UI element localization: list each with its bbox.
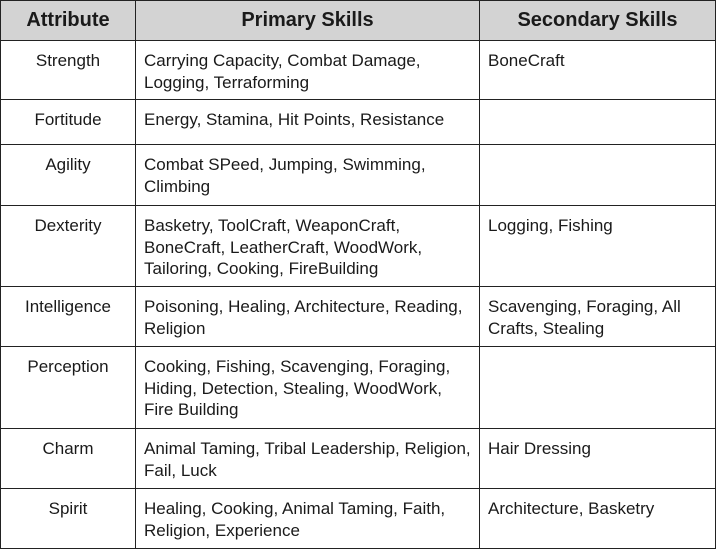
table-row [1, 489, 716, 549]
attribute-cell: Strength [1, 41, 136, 100]
secondary-skills-cell [480, 145, 716, 206]
attribute-cell: Perception [1, 347, 136, 429]
header-secondary-skills: Secondary Skills [480, 1, 716, 41]
attribute-cell: Fortitude [1, 100, 136, 145]
table-row [1, 145, 716, 206]
attribute-cell: Intelligence [1, 287, 136, 347]
table-row [1, 100, 716, 145]
primary-skills-cell: Poisoning, Healing, Architecture, Reading, Religion [136, 287, 480, 347]
table-row [1, 287, 716, 347]
header-attribute: Attribute [1, 1, 136, 41]
secondary-skills-cell: Hair Dressing [480, 429, 716, 489]
attribute-cell: Agility [1, 145, 136, 206]
primary-skills-cell: Combat SPeed, Jumping, Swimming, Climbing [136, 145, 480, 206]
secondary-skills-cell [480, 347, 716, 429]
primary-skills-cell: Healing, Cooking, Animal Taming, Faith, Religion, Experience [136, 489, 480, 549]
table-row [1, 429, 716, 489]
attribute-cell: Charm [1, 429, 136, 489]
secondary-skills-cell: Scavenging, Foraging, All Crafts, Stealing [480, 287, 716, 347]
primary-skills-cell: Energy, Stamina, Hit Points, Resistance [136, 100, 480, 145]
table-row [1, 41, 716, 100]
primary-skills-cell: Basketry, ToolCraft, WeaponCraft, BoneCraft, LeatherCraft, WoodWork, Tailoring, Cooking, FireBuilding [136, 206, 480, 287]
primary-skills-cell: Cooking, Fishing, Scavenging, Foraging, Hiding, Detection, Stealing, WoodWork, Fire Building [136, 347, 480, 429]
secondary-skills-cell [480, 100, 716, 145]
table-row [1, 206, 716, 287]
attribute-cell: Dexterity [1, 206, 136, 287]
secondary-skills-cell: Logging, Fishing [480, 206, 716, 287]
secondary-skills-cell: BoneCraft [480, 41, 716, 100]
table-header-row [1, 1, 716, 41]
secondary-skills-cell: Architecture, Basketry [480, 489, 716, 549]
attribute-cell: Spirit [1, 489, 136, 549]
header-primary-skills: Primary Skills [136, 1, 480, 41]
table-row [1, 347, 716, 429]
primary-skills-cell: Carrying Capacity, Combat Damage, Logging, Terraforming [136, 41, 480, 100]
primary-skills-cell: Animal Taming, Tribal Leadership, Religion, Fail, Luck [136, 429, 480, 489]
